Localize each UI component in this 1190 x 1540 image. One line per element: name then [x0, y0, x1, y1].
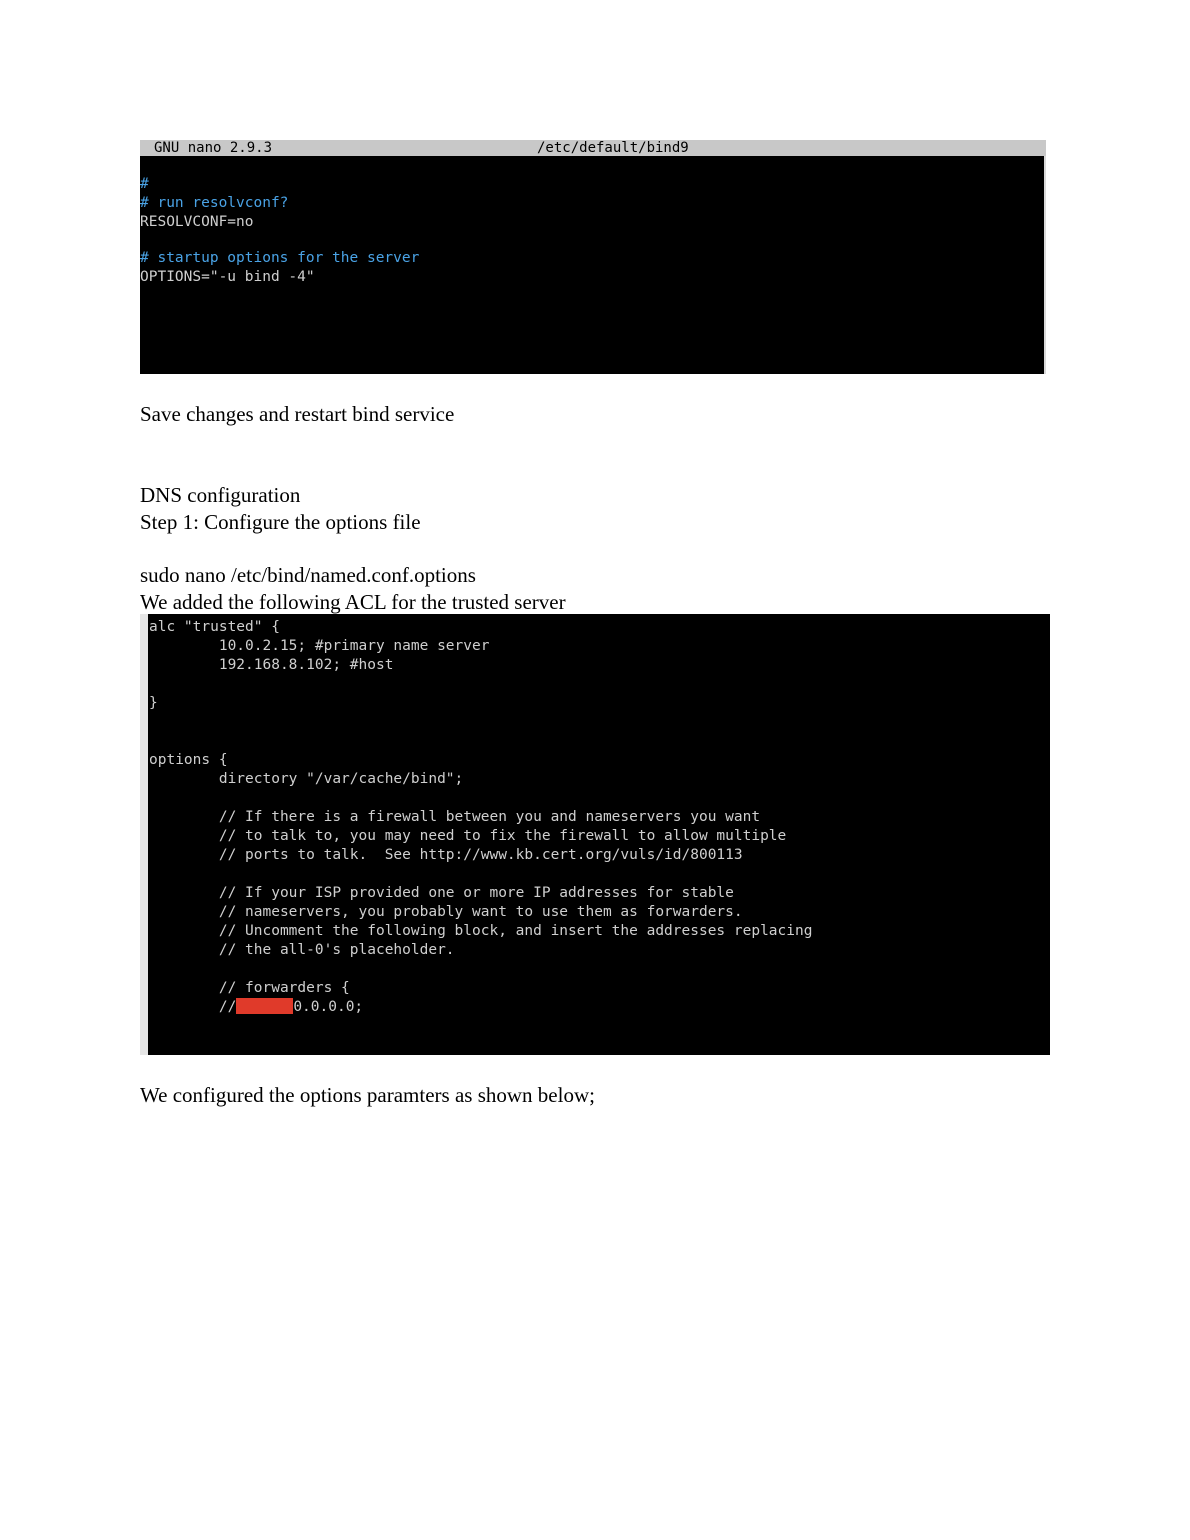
options-line: // the all-0's placeholder. [149, 942, 455, 958]
options-line: } [149, 695, 158, 711]
options-line: // forwarders { [149, 980, 350, 996]
nano-line: RESOLVCONF=no [140, 214, 254, 230]
options-line: // ports to talk. See http://www.kb.cert.org/vuls/id/800113 [149, 847, 743, 863]
options-line: options { [149, 752, 228, 768]
acl-intro-text: We added the following ACL for the trusted server [140, 590, 566, 614]
options-line: // If there is a firewall between you and nameservers you want [149, 809, 761, 825]
options-line: // nameservers, you probably want to use them as forwarders. [149, 904, 743, 920]
nano-line: # startup options for the server [140, 250, 420, 266]
nano-editor-screenshot [140, 140, 1046, 374]
options-file-screenshot [140, 614, 1050, 1055]
terminal-edge [140, 614, 148, 1055]
command-text: sudo nano /etc/bind/named.conf.options [140, 563, 476, 587]
options-line: // Uncomment the following block, and insert the addresses replacing [149, 923, 813, 939]
options-line: directory "/var/cache/bind"; [149, 771, 464, 787]
forwarder-line [149, 998, 363, 1017]
options-line: // to talk to, you may need to fix the firewall to allow multiple [149, 828, 787, 844]
options-line: 10.0.2.15; #primary name server [149, 638, 490, 654]
save-restart-text: Save changes and restart bind service [140, 402, 455, 426]
options-outro-text: We configured the options paramters as shown below; [140, 1083, 595, 1107]
nano-line: # [140, 176, 149, 192]
step1-text: Step 1: Configure the options file [140, 510, 421, 534]
options-line: 192.168.8.102; #host [149, 657, 394, 673]
nano-window-edge [1044, 156, 1046, 374]
redaction-block [236, 998, 293, 1014]
nano-line: OPTIONS="-u bind -4" [140, 269, 315, 285]
options-line: alc "trusted" { [149, 619, 280, 635]
nano-file-title: /etc/default/bind9 [537, 140, 689, 156]
forwarder-address: 0.0.0.0; [293, 999, 364, 1015]
forwarder-prefix: // [149, 999, 237, 1015]
nano-titlebar [140, 140, 1046, 156]
options-line: // If your ISP provided one or more IP addresses for stable [149, 885, 734, 901]
nano-app-title: GNU nano 2.9.3 [154, 140, 273, 156]
dns-config-heading: DNS configuration [140, 483, 301, 507]
nano-line: # run resolvconf? [140, 195, 289, 211]
